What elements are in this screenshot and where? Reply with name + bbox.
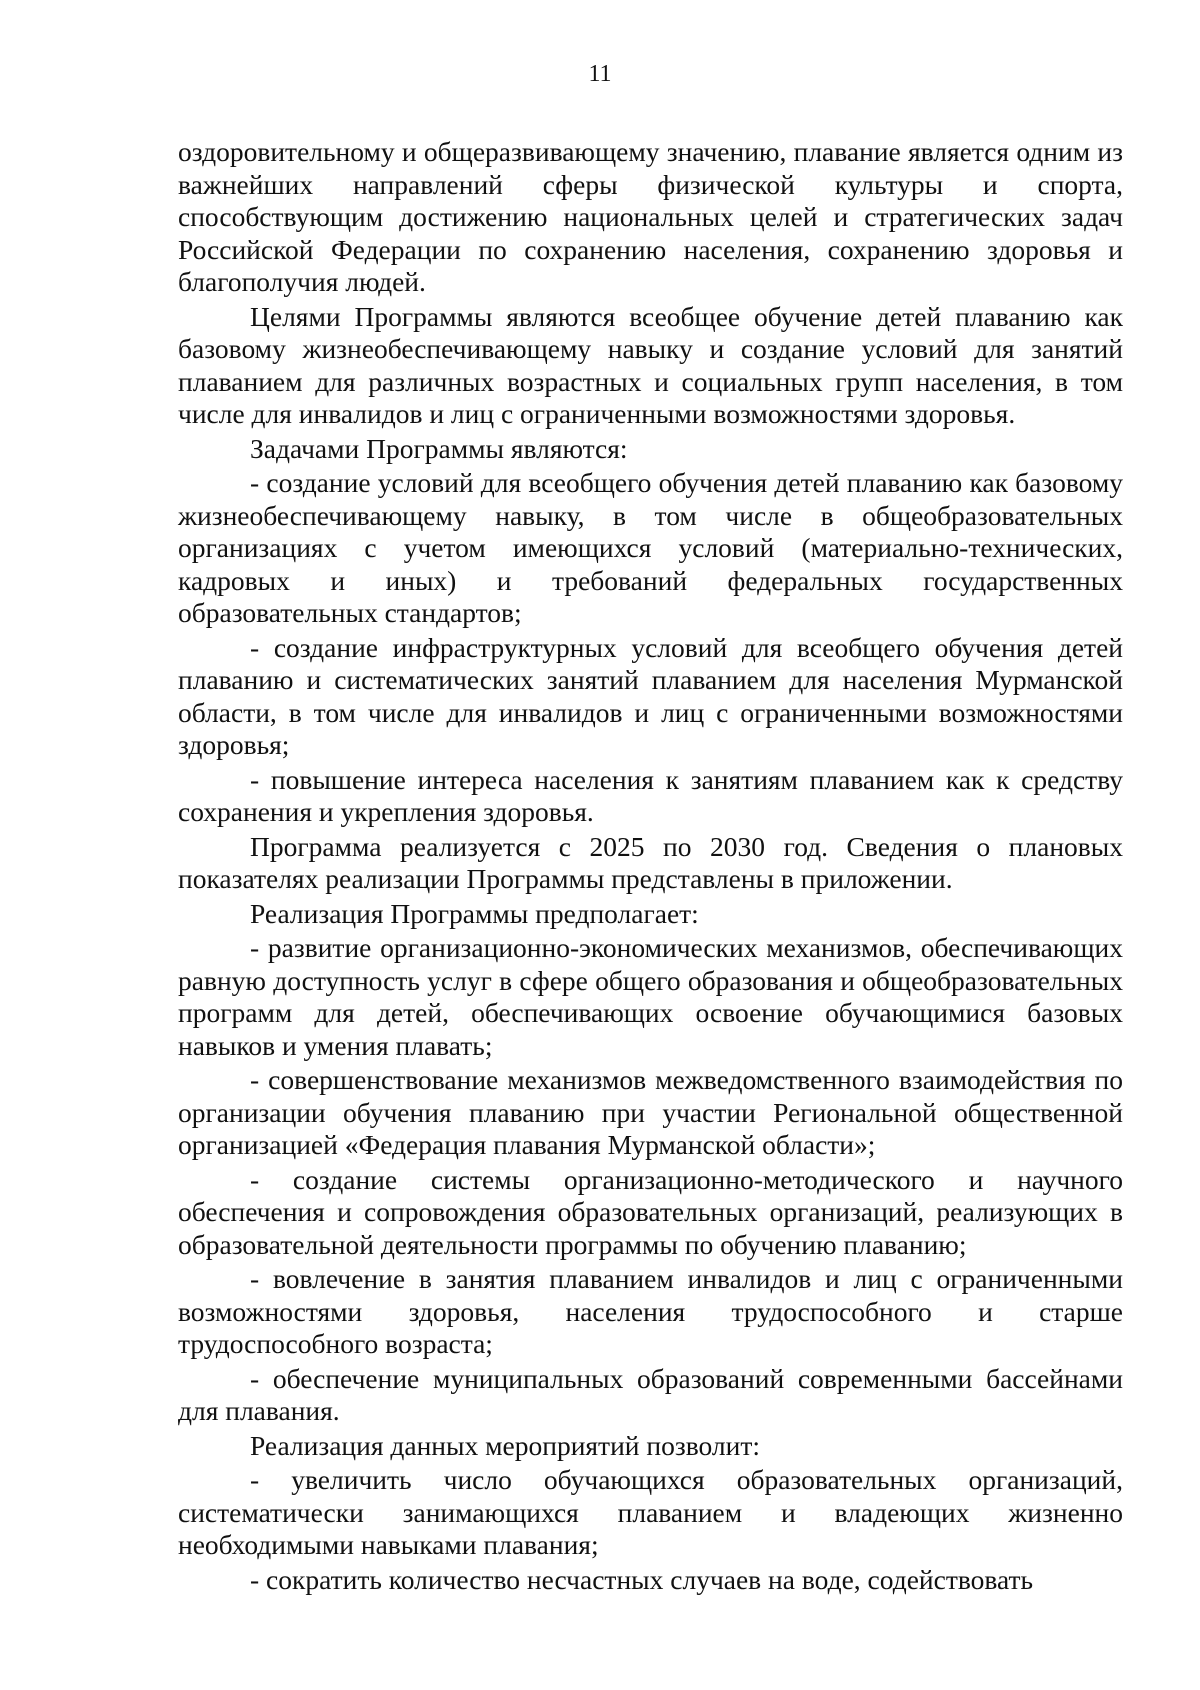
list-item: - сократить количество несчастных случаев на воде, содействовать <box>250 1563 1034 1595</box>
list-item: - создание условий для всеобщего обучения детей плаванию как базовому жизнеобеспечивающему навыку, в том числе в общеобразовательных организациях с учетом имеющихся условий (материально-технических, кадровых и иных) и требований федеральных государственных образовательных стандартов; <box>178 467 1123 628</box>
list-item: - совершенствование механизмов межведомственного взаимодействия по организации обучения плаванию при участии Региональной общественной организацией «Федерация плавания Мурманской области»; <box>178 1064 1123 1160</box>
paragraph: оздоровительному и общеразвивающему значению, плавание является одним из важнейших направлений сферы физической культуры и спорта, способствующим достижению национальных целей и стратегических задач Российской Федерации по сохранению населения, сохранению здоровья и благополучия людей. <box>178 136 1123 297</box>
list-item: - создание инфраструктурных условий для всеобщего обучения детей плаванию и систематических занятий плаванием для населения Мурманской области, в том числе для инвалидов и лиц с ограниченными возможностями здоровья; <box>178 631 1123 760</box>
list-item: - повышение интереса населения к занятиям плаванием как к средству сохранения и укрепления здоровья. <box>178 763 1123 827</box>
paragraph: Программа реализуется с 2025 по 2030 год. Сведения о плановых показателях реализации Программы представлены в приложении. <box>178 830 1123 894</box>
page-number: 11 <box>588 61 612 87</box>
list-item: - обеспечение муниципальных образований современными бассейнами для плавания. <box>178 1362 1123 1426</box>
list-item: - вовлечение в занятия плаванием инвалидов и лиц с ограниченными возможностями здоровья, населения трудоспособного и старше трудоспособного возраста; <box>178 1263 1123 1359</box>
paragraph: Целями Программы являются всеобщее обучение детей плаванию как базовому жизнеобеспечивающему навыку и создание условий для занятий плаванием для различных возрастных и социальных групп населения, в том числе для инвалидов и лиц с ограниченными возможностями здоровья. <box>178 300 1123 429</box>
list-item: - развитие организационно-экономических механизмов, обеспечивающих равную доступность услуг в сфере общего образования и общеобразовательных программ для детей, обеспечивающих освоение обучающимися базовых навыков и умения плавать; <box>178 932 1123 1061</box>
paragraph: Реализация данных мероприятий позволит: <box>250 1429 760 1461</box>
list-item: - увеличить число обучающихся образовательных организаций, систематически занимающихся плаванием и владеющих жизненно необходимыми навыками плавания; <box>178 1464 1123 1560</box>
paragraph: Задачами Программы являются: <box>250 432 628 464</box>
paragraph: Реализация Программы предполагает: <box>250 897 699 929</box>
document-body <box>178 136 1123 1598</box>
list-item: - создание системы организационно-методического и научного обеспечения и сопровождения образовательных организаций, реализующих в образовательной деятельности программы по обучению плаванию; <box>178 1163 1123 1260</box>
